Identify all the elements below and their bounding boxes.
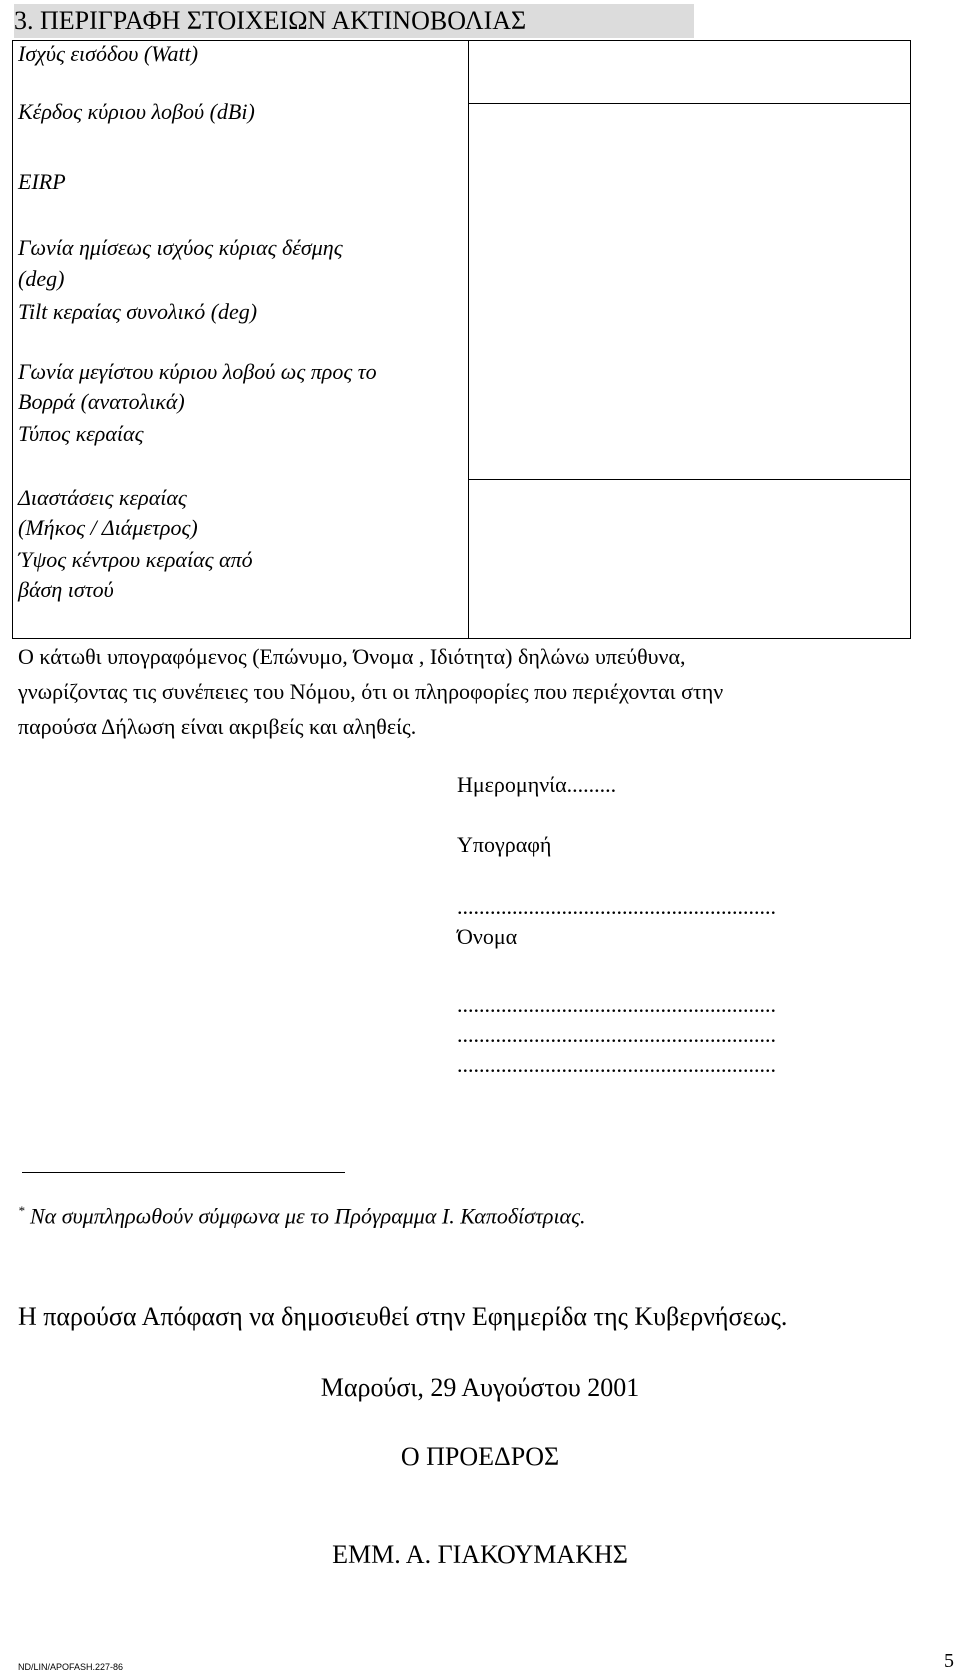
- table-row-divider: [468, 479, 910, 480]
- place-date: Μαρούσι, 29 Αυγούστου 2001: [320, 1373, 640, 1402]
- table-row-label: EIRP: [18, 169, 66, 194]
- page-number: 5: [944, 1650, 954, 1672]
- table-row-label: Ισχύς εισόδου (Watt): [18, 41, 199, 66]
- document-code: ND/LIN/APOFASH.227-86: [18, 1662, 124, 1672]
- table-row-label: βάση ιστού: [18, 577, 114, 602]
- declaration-line: Ο κάτωθι υπογραφόμενος (Επώνυμο, Όνομα , Ιδιότητα) δηλώνω υπεύθυνα,: [18, 644, 686, 669]
- signature-label: Υπογραφή: [457, 832, 552, 857]
- footnote-text: Να συμπληρωθούν σύμφωνα με το Πρόγραμμα Ι. Καποδίστριας.: [24, 1203, 586, 1229]
- table-row-label: Tilt κεραίας συνολικό (deg): [18, 299, 258, 324]
- president-name: ΕΜΜ. Α. ΓΙΑΚΟΥΜΑΚΗΣ: [332, 1540, 628, 1569]
- table-row-label: Κέρδος κύριου λοβού (dBi): [18, 99, 255, 124]
- footnote: [18, 1196, 586, 1231]
- name-line: ..........................................................: [457, 1022, 776, 1047]
- name-line: ..........................................................: [457, 1052, 776, 1077]
- table-row-divider: [468, 103, 910, 104]
- footnote-marker: *: [18, 1203, 25, 1218]
- table-row-label: (Μήκος / Διάμετρος): [18, 515, 198, 540]
- table-row-label: Τύπος κεραίας: [18, 421, 144, 446]
- table-row-label: Ύψος κέντρου κεραίας από: [18, 547, 253, 572]
- table-row-label: Διαστάσεις κεραίας: [18, 485, 187, 510]
- section-heading: 3. ΠΕΡΙΓΡΑΦΗ ΣΤΟΙΧΕΙΩΝ ΑΚΤΙΝΟΒΟΛΙΑΣ: [14, 4, 694, 38]
- name-line: ..........................................................: [457, 992, 776, 1017]
- table-row-label: Γωνία μεγίστου κύριου λοβού ως προς το: [18, 359, 377, 384]
- table-row-label: Βορρά (ανατολικά): [18, 389, 185, 414]
- date-field-label: Ημερομηνία.........: [457, 772, 617, 797]
- publication-notice: Η παρούσα Απόφαση να δημοσιευθεί στην Εφημερίδα της Κυβερνήσεως.: [18, 1302, 788, 1331]
- president-title: Ο ΠΡΟΕΔΡΟΣ: [400, 1442, 560, 1471]
- declaration-line: γνωρίζοντας τις συνέπειες του Νόμου, ότι οι πληροφορίες που περιέχονται στην: [18, 679, 724, 704]
- signature-line: ..........................................................: [457, 894, 776, 919]
- name-label: Όνομα: [457, 924, 518, 949]
- table-row-label: (deg): [18, 266, 65, 291]
- table-column-divider: [468, 41, 469, 638]
- footnote-separator: [22, 1172, 345, 1173]
- table-row-label: Γωνία ημίσεως ισχύος κύριας δέσμης: [18, 235, 343, 260]
- declaration-line: παρούσα Δήλωση είναι ακριβείς και αληθείς.: [18, 714, 417, 739]
